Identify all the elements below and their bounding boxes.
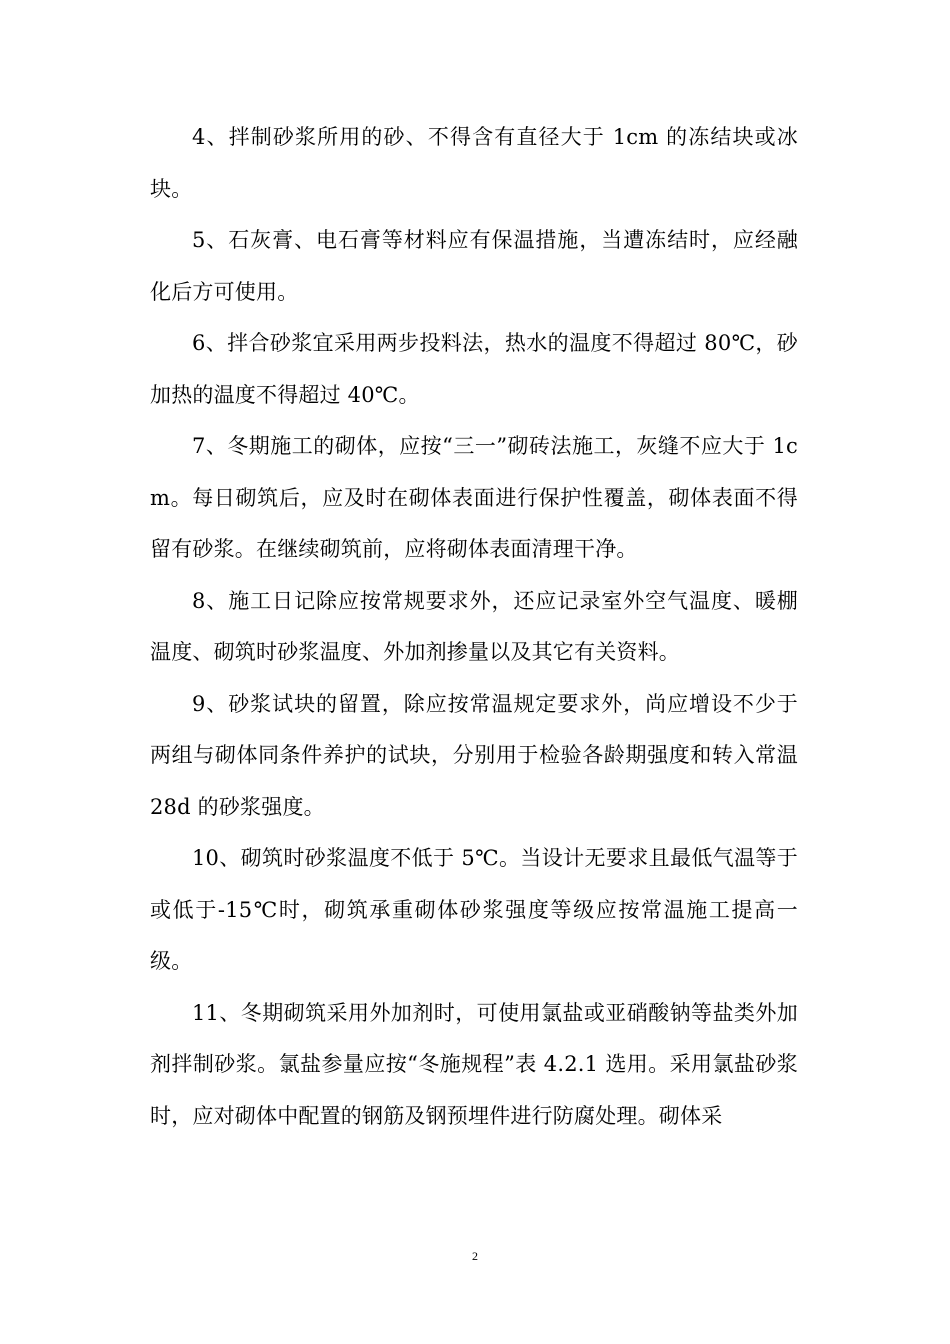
paragraph-11: 11、冬期砌筑采用外加剂时，可使用氯盐或亚硝酸钠等盐类外加剂拌制砂浆。氯盐参量应按“冬施规程”表 4.2.1 选用。采用氯盐砂浆时，应对砌体中配置的钢筋及钢预埋件进行防腐处理。砌体采 <box>150 1000 798 1128</box>
page-number: 2 <box>472 1249 478 1263</box>
paragraph-4: 4、拌制砂浆所用的砂、不得含有直径大于 1cm 的冻结块或冰块。 <box>150 125 798 201</box>
paragraph-6: 6、拌合砂浆宜采用两步投料法，热水的温度不得超过 80℃，砂加热的温度不得超过 40℃。 <box>150 331 798 407</box>
paragraph-9: 9、砂浆试块的留置，除应按常温规定要求外，尚应增设不少于两组与砌体同条件养护的试块，分别用于检验各龄期强度和转入常温 28d 的砂浆强度。 <box>150 691 798 819</box>
body-text <box>150 112 798 1142</box>
paragraph-5: 5、石灰膏、电石膏等材料应有保温措施，当遭冻结时，应经融化后方可使用。 <box>150 228 798 304</box>
paragraph-8: 8、施工日记除应按常规要求外，还应记录室外空气温度、暖棚温度、砌筑时砂浆温度、外加剂掺量以及其它有关资料。 <box>150 588 798 664</box>
paragraph-10: 10、砌筑时砂浆温度不低于 5℃。当设计无要求且最低气温等于或低于-15℃时，砌筑承重砌体砂浆强度等级应按常温施工提高一级。 <box>150 846 798 973</box>
paragraph-7: 7、冬期施工的砌体，应按“三一”砌砖法施工，灰缝不应大于 1cm。每日砌筑后，应及时在砌体表面进行保护性覆盖，砌体表面不得留有砂浆。在继续砌筑前，应将砌体表面清理干净。 <box>150 434 798 561</box>
